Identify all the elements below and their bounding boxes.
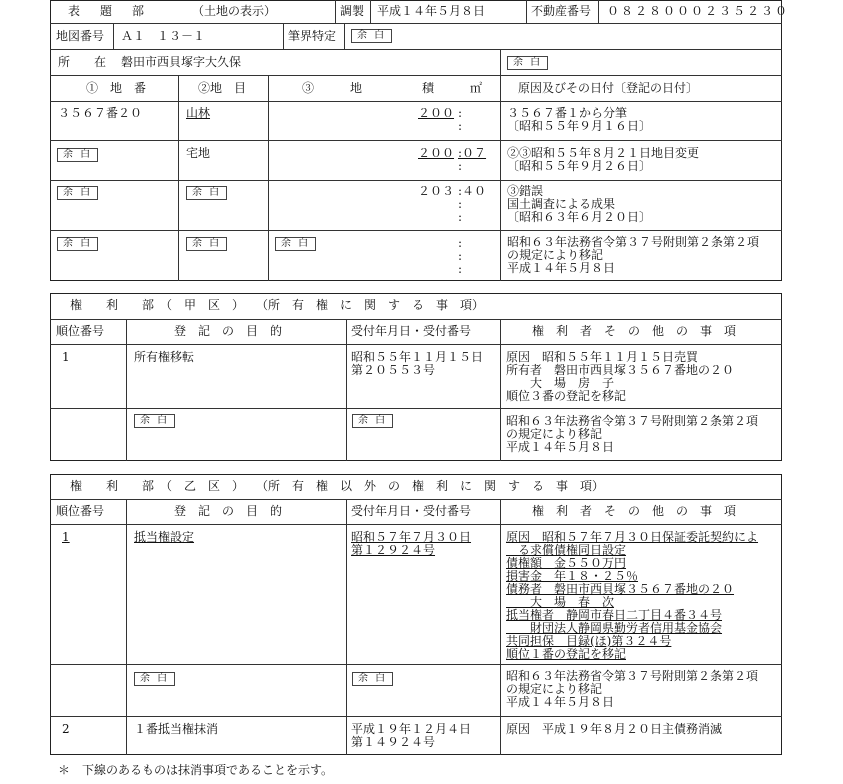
cause-line: の規定により移記: [507, 248, 604, 262]
matter-line: 順位１番の登記を移記: [506, 647, 627, 661]
area-decimal: :４０: [458, 184, 487, 198]
rank-number: 1: [62, 350, 70, 364]
purpose-value: １番抵当権抹消: [134, 722, 219, 736]
purpose-value: 抵当権設定: [134, 530, 195, 544]
uketsuke-line: 第１４９２４号: [351, 735, 436, 749]
matter-line: 昭和６３年法務省令第３７号附則第２条第２項: [506, 669, 759, 683]
column-header-matter: 権 利 者 そ の 他 の 事 項: [532, 324, 737, 338]
matter-line: 順位３番の登記を移記: [506, 389, 627, 403]
chimoku-value: 山林: [186, 106, 211, 120]
kouku-title: 権 利 部 （ 甲 区 ） （所 有 権 に 関 す る 事 項）: [70, 298, 485, 312]
column-header-rank: 順位番号: [56, 504, 105, 518]
yohaku-stamp: 余 白: [186, 186, 227, 200]
matter-line: 平成１４年５月８日: [506, 695, 615, 709]
yohaku-stamp: 余 白: [57, 186, 98, 200]
yohaku-stamp: 余 白: [507, 56, 548, 70]
area-value: ２００: [418, 106, 455, 120]
matter-line: の規定により移記: [506, 682, 603, 696]
chiban-value: ３５６７番２０: [58, 106, 143, 120]
matter-line: 損害金 年１８・２５％: [506, 569, 639, 583]
hyodai-title: 表 題 部: [68, 4, 149, 18]
matter-line: 平成１４年５月８日: [506, 440, 615, 454]
matter-line: 原因 昭和５５年１１月１５日売買: [506, 350, 699, 364]
matter-line: 原因 平成１９年８月２０日主債務消滅: [506, 722, 723, 736]
yohaku-stamp: 余 白: [134, 414, 175, 428]
rank-number: 1: [62, 530, 70, 544]
chousei-label: 調製: [340, 4, 365, 18]
uketsuke-line: 第２０５５３号: [351, 363, 436, 377]
yohaku-stamp: 余 白: [186, 237, 227, 251]
matter-line: 抵当権者 静岡市春日二丁目４番３４号: [506, 608, 723, 622]
hyodai-subtitle: （土地の表示）: [192, 4, 277, 18]
chimoku-value: 宅地: [186, 146, 211, 160]
column-header-chimoku: ②地 目: [198, 81, 247, 95]
cause-line: 平成１４年５月８日: [507, 261, 616, 275]
matter-line: の規定により移記: [506, 427, 603, 441]
cause-line: ②③昭和５５年８月２１日地目変更: [507, 146, 700, 160]
matter-line: 昭和６３年法務省令第３７号附則第２条第２項: [506, 414, 759, 428]
area-decimal: :０７: [458, 146, 487, 160]
uketsuke-line: 昭和５５年１１月１５日: [351, 350, 484, 364]
uketsuke-line: 第１２９２４号: [351, 543, 436, 557]
rank-number: 2: [62, 722, 70, 736]
fudosan-number: ０８２８０００２３５２３０: [607, 4, 790, 18]
matter-line: 債務者 磐田市西貝塚３５６７番地の２０: [506, 582, 735, 596]
matter-line: 大 場 春 次: [506, 595, 615, 609]
chousei-date: 平成１４年５月８日: [377, 4, 486, 18]
chizu-label: 地図番号: [56, 29, 105, 43]
hikkai-label: 筆界特定: [288, 29, 337, 43]
area-value: ２０３: [418, 184, 455, 198]
cause-line: 昭和６３年法務省令第３７号附則第２条第２項: [507, 235, 760, 249]
otsuku-title: 権 利 部 （ 乙 区 ） （所 有 権 以 外 の 権 利 に 関 す る 事 項）: [70, 479, 605, 493]
uketsuke-line: 昭和５７年７月３０日: [351, 530, 472, 544]
matter-line: 共同担保 目録(ほ)第３２４号: [506, 634, 672, 648]
column-header-uketsuke: 受付年月日・受付番号: [351, 324, 472, 338]
cause-line: 〔昭和５５年９月１６日〕: [507, 119, 652, 133]
fudosan-label: 不動産番号: [531, 4, 592, 18]
area-decimal: :: [458, 236, 463, 250]
yohaku-stamp: 余 白: [134, 672, 175, 686]
matter-line: 所有者 磐田市西貝塚３５６７番地の２０: [506, 363, 735, 377]
column-header-cause: 原因及びその日付〔登記の日付〕: [518, 81, 699, 95]
yohaku-stamp: 余 白: [275, 237, 316, 251]
matter-line: 大 場 房 子: [506, 376, 615, 390]
column-header-purpose: 登 記 の 目 的: [174, 324, 283, 338]
yohaku-stamp: 余 白: [57, 148, 98, 162]
cause-line: 国土調査による成果: [507, 197, 616, 211]
yohaku-stamp: 余 白: [352, 672, 393, 686]
yohaku-stamp: 余 白: [352, 414, 393, 428]
column-header-matter: 権 利 者 そ の 他 の 事 項: [532, 504, 737, 518]
yohaku-stamp: 余 白: [57, 237, 98, 251]
matter-line: る求償債権同日設定: [506, 543, 627, 557]
footnote: ＊ 下線のあるものは抹消事項であることを示す。: [58, 763, 334, 777]
matter-line: 財団法人静岡県勤労者信用基金協会: [506, 621, 723, 635]
column-header-chiseki: ③ 地 積 ㎡: [302, 81, 483, 95]
purpose-value: 所有権移転: [134, 350, 195, 364]
matter-line: 債権額 金５５０万円: [506, 556, 627, 570]
area-decimal: :: [458, 106, 463, 120]
cause-line: 〔昭和５５年９月２６日〕: [507, 159, 652, 173]
registry-document: 表 題 部 （土地の表示） 調製 平成１４年５月８日 不動産番号 ０８２８０００２３５２３０ 地図番号 Ａ１ １３－１ 筆界特定 余 白 所 在 磐田市西貝塚字大久保 余 白 ① 地 番 ②地 目 ③ 地 積 ㎡ 原因及びその日付〔登記の日付〕 ３５６７番２０ 山林 ２００ : : ３５６７番１から分筆 〔昭和５５年９月１６日〕 余 白 宅地 ２００ :０７ : ②③昭和５５年８月２１日地目変更 〔昭和５５年９月２６日〕 余 白 余 白 ２０３ :４０ : : ③錯誤 国土調査による成果 〔昭和６３年６月２０日〕 余 白 余 白 余 白 : : : 昭和６３年法務省令第３７号附則第２条第２項 の規定により移記 平成１４年５月８日 権 利 部 （ 甲 区 ） （所 有 権 に 関 す る 事 項） 順位番号 登 記 の 目 的 受付年月日・受付番号 権 利 者 そ の 他 の 事 項 1 所有権移転 昭和５５年１１月１５日 第２０５５３号 原因 昭和５５年１１月１５日売買 所有者 磐田市西貝塚３５６７番地の２０ 大 場 房 子 順位３番の登記を移記 余 白 余 白 昭和６３年法務省令第３７号附則第２条第２項 の規定により移記 平成１４年５月８日 権 利 部 （ 乙 区 ） （所 有 権 以 外 の 権 利 に 関 す る 事 項） 順位番号 登 記 の 目 的 受付年月日・受付番号 権 利 者 そ の 他 の 事 項 1 抵当権設定 昭和５７年７月３０日 第１２９２４号 原因 昭和５７年７月３０日保証委託契約によ る求償債権同日設定 債権額 金５５０万円 損害金 年１８・２５％ 債務者 磐田市西貝塚３５６７番地の２０ 大 場 春 次 抵当権者 静岡市春日二丁目４番３４号 財団法人静岡県勤労者信用基金協会 共同担保 目録(ほ)第３２４号 順位１番の登記を移記 余 白 余 白 昭和６３年法務省令第３７号附則第２条第２項 の規定により移記 平成１４年５月８日 2 １番抵当権抹消 平成１９年１２月４日 第１４９２４号 原因 平成１９年８月２０日主債務消滅 ＊ 下線のあるものは抹消事項であることを示す。: [0, 0, 843, 784]
uketsuke-line: 平成１９年１２月４日: [351, 722, 472, 736]
area-value: ２００: [418, 146, 455, 160]
column-header-chiban: ① 地 番: [86, 81, 147, 95]
cause-line: 〔昭和６３年６月２０日〕: [507, 210, 652, 224]
column-header-rank: 順位番号: [56, 324, 105, 338]
matter-line: 原因 昭和５７年７月３０日保証委託契約によ: [506, 530, 759, 544]
shozai-value: 磐田市西貝塚字大久保: [121, 55, 242, 69]
column-header-uketsuke: 受付年月日・受付番号: [351, 504, 472, 518]
cause-line: ３５６７番１から分筆: [507, 106, 628, 120]
cause-line: ③錯誤: [507, 184, 544, 198]
shozai-label: 所 在: [58, 55, 107, 69]
yohaku-stamp: 余 白: [351, 29, 392, 43]
chizu-value: Ａ１ １３－１: [121, 29, 206, 43]
column-header-purpose: 登 記 の 目 的: [174, 504, 283, 518]
